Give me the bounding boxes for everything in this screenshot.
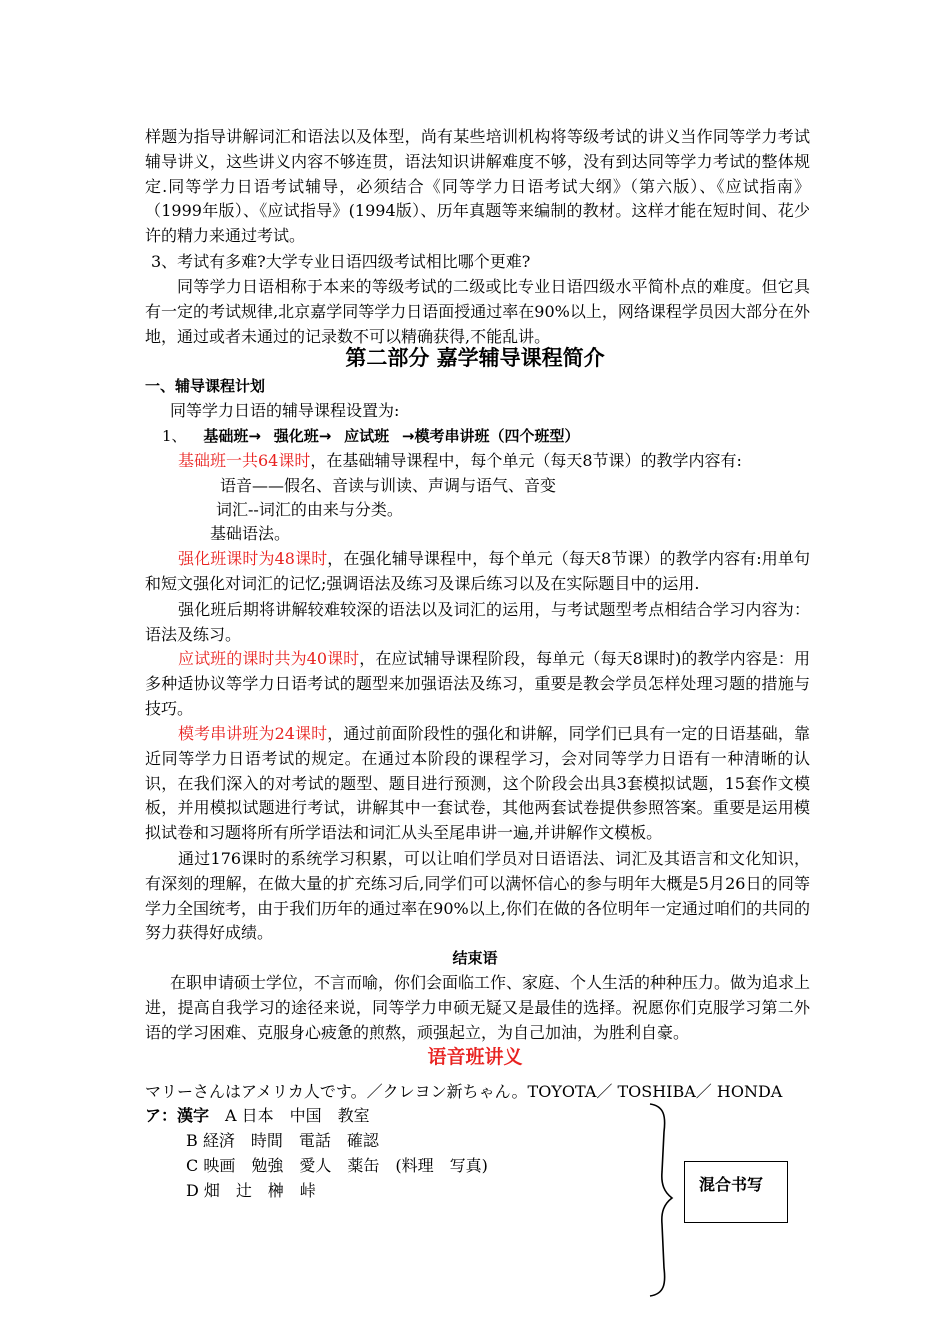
basic-item-phonetics: 语音——假名、音读与训读、声调与语气、音变 bbox=[220, 476, 557, 495]
question-3-answer: 同等学力日语相称于本来的等级考试的二级或比专业日语四级水平简朴点的难度。但它具有一定的考试规律,北京嘉学同等学力日语面授通过率在90%以上，网络课程学员因大部分在外地，通过或者未通过的记录数不可以精确获得,不能乱讲。 bbox=[145, 277, 810, 346]
basic-class-text: ，在基础辅导课程中，每个单元（每天8节课）的教学内容有: bbox=[310, 451, 742, 470]
basic-class-hours: 基础班一共64课时 bbox=[178, 451, 311, 470]
intensive-class-hours: 强化班课时为48课时 bbox=[178, 549, 328, 568]
mock-class-paragraph bbox=[145, 722, 810, 846]
phonetics-example-line: マリーさんはアメリカ人です。／クレヨン新ちゃん。TOYOTA／ TOSHIBA／ HONDA bbox=[145, 1082, 783, 1101]
intro-paragraph: 样题为指导讲解词汇和语法以及体型，尚有某些培训机构将等级考试的讲义当作同等学力考试辅导讲义，这些讲义内容不够连贯，语法知识讲解难度不够，没有到达同等学力考试的整体规定.同等学力日语考试辅导，必须结合《同等学力日语考试大纲》（第六版）、《应试指南》（1999年版）、《应试指导》(1994版）、历年真题等来编制的教材。这样才能在短时间、花少许的精力来通过考试。 bbox=[145, 127, 810, 246]
flow-mock: 模考串讲班（四个班型） bbox=[414, 427, 580, 445]
exam-class-hours: 应试班的课时共为40课时 bbox=[178, 649, 360, 668]
flow-intensive: 强化班 bbox=[273, 427, 319, 445]
mock-class-hours: 模考串讲班为24课时 bbox=[178, 724, 328, 743]
mixed-writing-label: 混合书写 bbox=[699, 1175, 764, 1194]
arrow-icon: → bbox=[318, 427, 332, 445]
conclusion-title: 结束语 bbox=[452, 949, 498, 967]
intensive-class-text: ，在强化辅导课程中，每个单元（每天8节课）的教学内容有:用单句和短文强化对词汇的记忆;强调语法及练习及课后练习以及在实际题目中的运用. bbox=[145, 549, 810, 593]
flow-number: 1、 bbox=[162, 427, 187, 445]
conclusion-paragraph: 在职申请硕士学位，不言而喻，你们会面临工作、家庭、个人生活的种种压力。做为追求上进，提高自我学习的途径来说，同等学力申硕无疑又是最佳的选择。祝愿你们克服学习第二外语的学习困难、克服身心疲惫的煎熬，顽强起立，为自己加油，为胜利自豪。 bbox=[145, 973, 811, 1042]
question-3: 3、考试有多难?大学专业日语四级考试相比哪个更难? bbox=[151, 252, 531, 271]
arrow-icon: → bbox=[248, 427, 261, 445]
right-brace-icon bbox=[640, 1102, 680, 1298]
phonetics-handout-title: 语音班讲义 bbox=[427, 1046, 523, 1068]
intensive-class-paragraph bbox=[145, 547, 810, 597]
intensive-later-paragraph: 强化班后期将讲解较难较深的语法以及词汇的运用，与考试题型考点相结合学习内容为：语法及练习。 bbox=[145, 600, 810, 644]
part-two-title: 第二部分 嘉学辅导课程简介 bbox=[345, 346, 605, 370]
summary-paragraph: 通过176课时的系统学习积累，可以让咱们学员对日语语法、词汇及其语言和文化知识，有深刻的理解，在做大量的扩充练习后,同学们可以满怀信心的参与明年大概是5月26日的同等学力全国统考，由于我们历年的通过率在90%以上,你们在做的各位明年一定通过咱们的共同的努力获得好成绩。 bbox=[145, 849, 810, 943]
mixed-writing-box bbox=[684, 1161, 788, 1223]
arrow-icon: → bbox=[401, 427, 415, 445]
basic-item-grammar: 基础语法。 bbox=[210, 524, 291, 543]
kanji-row-a bbox=[145, 1104, 370, 1128]
basic-class-line bbox=[178, 449, 742, 473]
kanji-row-d: D 畑 辻 榊 峠 bbox=[186, 1181, 316, 1200]
flow-basic: 基础班 bbox=[203, 427, 249, 445]
course-flow bbox=[162, 424, 579, 448]
flow-exam: 应试班 bbox=[344, 427, 390, 445]
kanji-row-a-text: A 日本 中国 教室 bbox=[225, 1106, 370, 1125]
kanji-label: ア：漢字 bbox=[145, 1106, 210, 1125]
exam-class-text: ，在应试辅导课程阶段，每单元（每天8课时)的教学内容是：用多种适协议等学力日语考试的题型来加强语法及练习，重要是教会学员怎样处理习题的措施与技巧。 bbox=[145, 649, 810, 718]
kanji-row-c: C 映画 勉強 愛人 薬缶 (料理 写真) bbox=[186, 1156, 488, 1175]
section-heading-course-plan: 一、辅导课程计划 bbox=[145, 377, 266, 395]
course-setup-intro: 同等学力日语的辅导课程设置为: bbox=[170, 401, 400, 420]
exam-class-paragraph bbox=[145, 647, 810, 721]
mock-class-text: ，通过前面阶段性的强化和讲解，同学们已具有一定的日语基础，靠近同等学力日语考试的规定。在通过本阶段的课程学习，会对同等学力日语有一种清晰的认识，在我们深入的对考试的题型、题目进行预测，这个阶段会出具3套模拟试题，15套作文模板，并用模拟试题进行考试，讲解其中一套试卷，其他两套试卷提供参照答案。重要是运用模拟试卷和习题将所有所学语法和词汇从头至尾串讲一遍,并讲解作文模板。 bbox=[145, 724, 810, 843]
kanji-row-b: B 経済 時間 電話 確認 bbox=[186, 1131, 379, 1150]
basic-item-vocabulary: 词汇--词汇的由来与分类。 bbox=[216, 500, 403, 519]
